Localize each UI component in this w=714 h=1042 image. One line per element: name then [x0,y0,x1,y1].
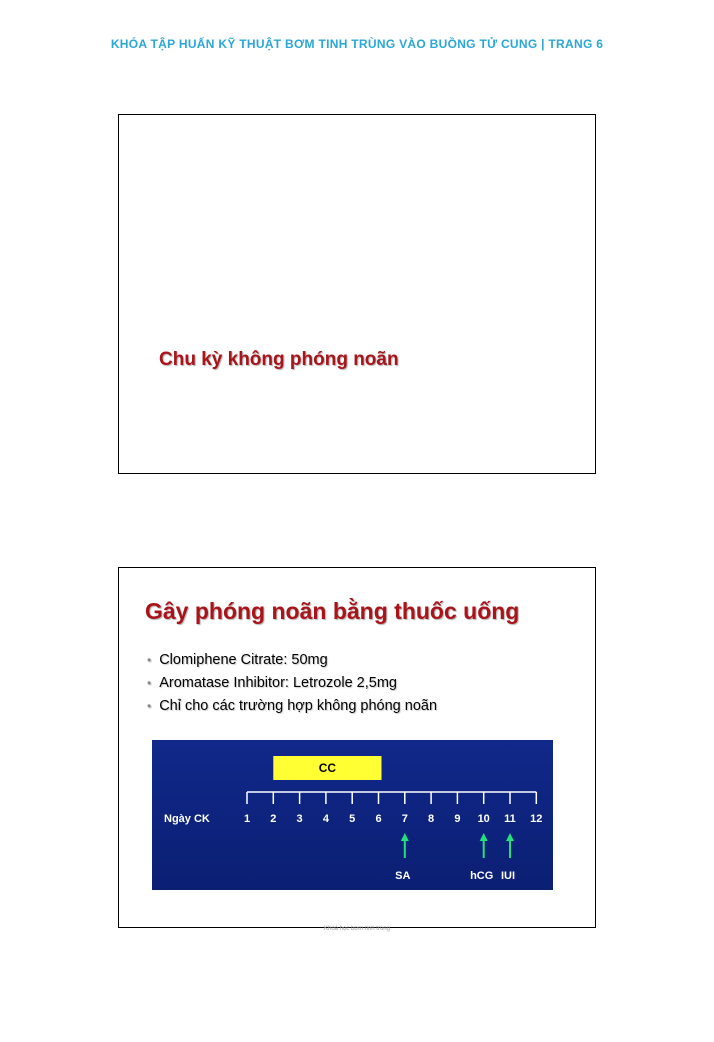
slide-1-title: Chu kỳ không phóng noãn [159,349,399,370]
bullet-item [147,649,437,672]
bullet-text: Aromatase Inhibitor: Letrozole 2,5mg [159,675,397,691]
timeline-graphic [152,740,553,890]
day-label: 1 [243,813,251,825]
day-label: 8 [428,813,435,825]
day-label: 9 [454,813,461,825]
row-label: Ngày CK [164,813,210,825]
slide-footer: Khoá học bơm tinh trùng [324,926,390,932]
page-header: KHÓA TẬP HUẤN KỸ THUẬT BƠM TINH TRÙNG VÀO BUỒNG TỬ CUNG | TRANG 6 [110,37,604,51]
day-label: 10 [477,813,490,825]
slide-2-title: Gây phóng noãn bằng thuốc uống [145,598,520,624]
bullet-text: Clomiphene Citrate: 50mg [159,652,328,668]
bullet-dot-icon: • [147,653,152,667]
day-label: 11 [504,813,516,825]
event-label: SA [395,870,411,882]
day-label: 2 [270,813,277,825]
day-label: 5 [349,813,356,825]
bullet-dot-icon: • [147,699,152,713]
cycle-timeline [152,740,553,890]
bullet-text: Chỉ cho các trường hợp không phóng noãn [159,698,438,714]
event-label: hCG [470,870,494,882]
event-arrow-head-icon [401,833,409,841]
day-label: 7 [401,813,408,825]
event-arrow-head-icon [480,833,488,841]
bullet-item [147,695,437,718]
bullet-list [147,649,437,718]
event-arrow-head-icon [506,833,514,841]
day-label: 6 [375,813,382,825]
bullet-item [147,672,437,695]
day-label: 3 [296,813,303,825]
event-label: IUI [500,870,516,882]
day-label: 4 [322,813,329,825]
slide-1 [118,114,596,474]
cc-block-label: CC [318,761,337,775]
slide-2 [118,567,596,932]
bullet-dot-icon: • [147,676,152,690]
day-label: 12 [530,813,543,825]
